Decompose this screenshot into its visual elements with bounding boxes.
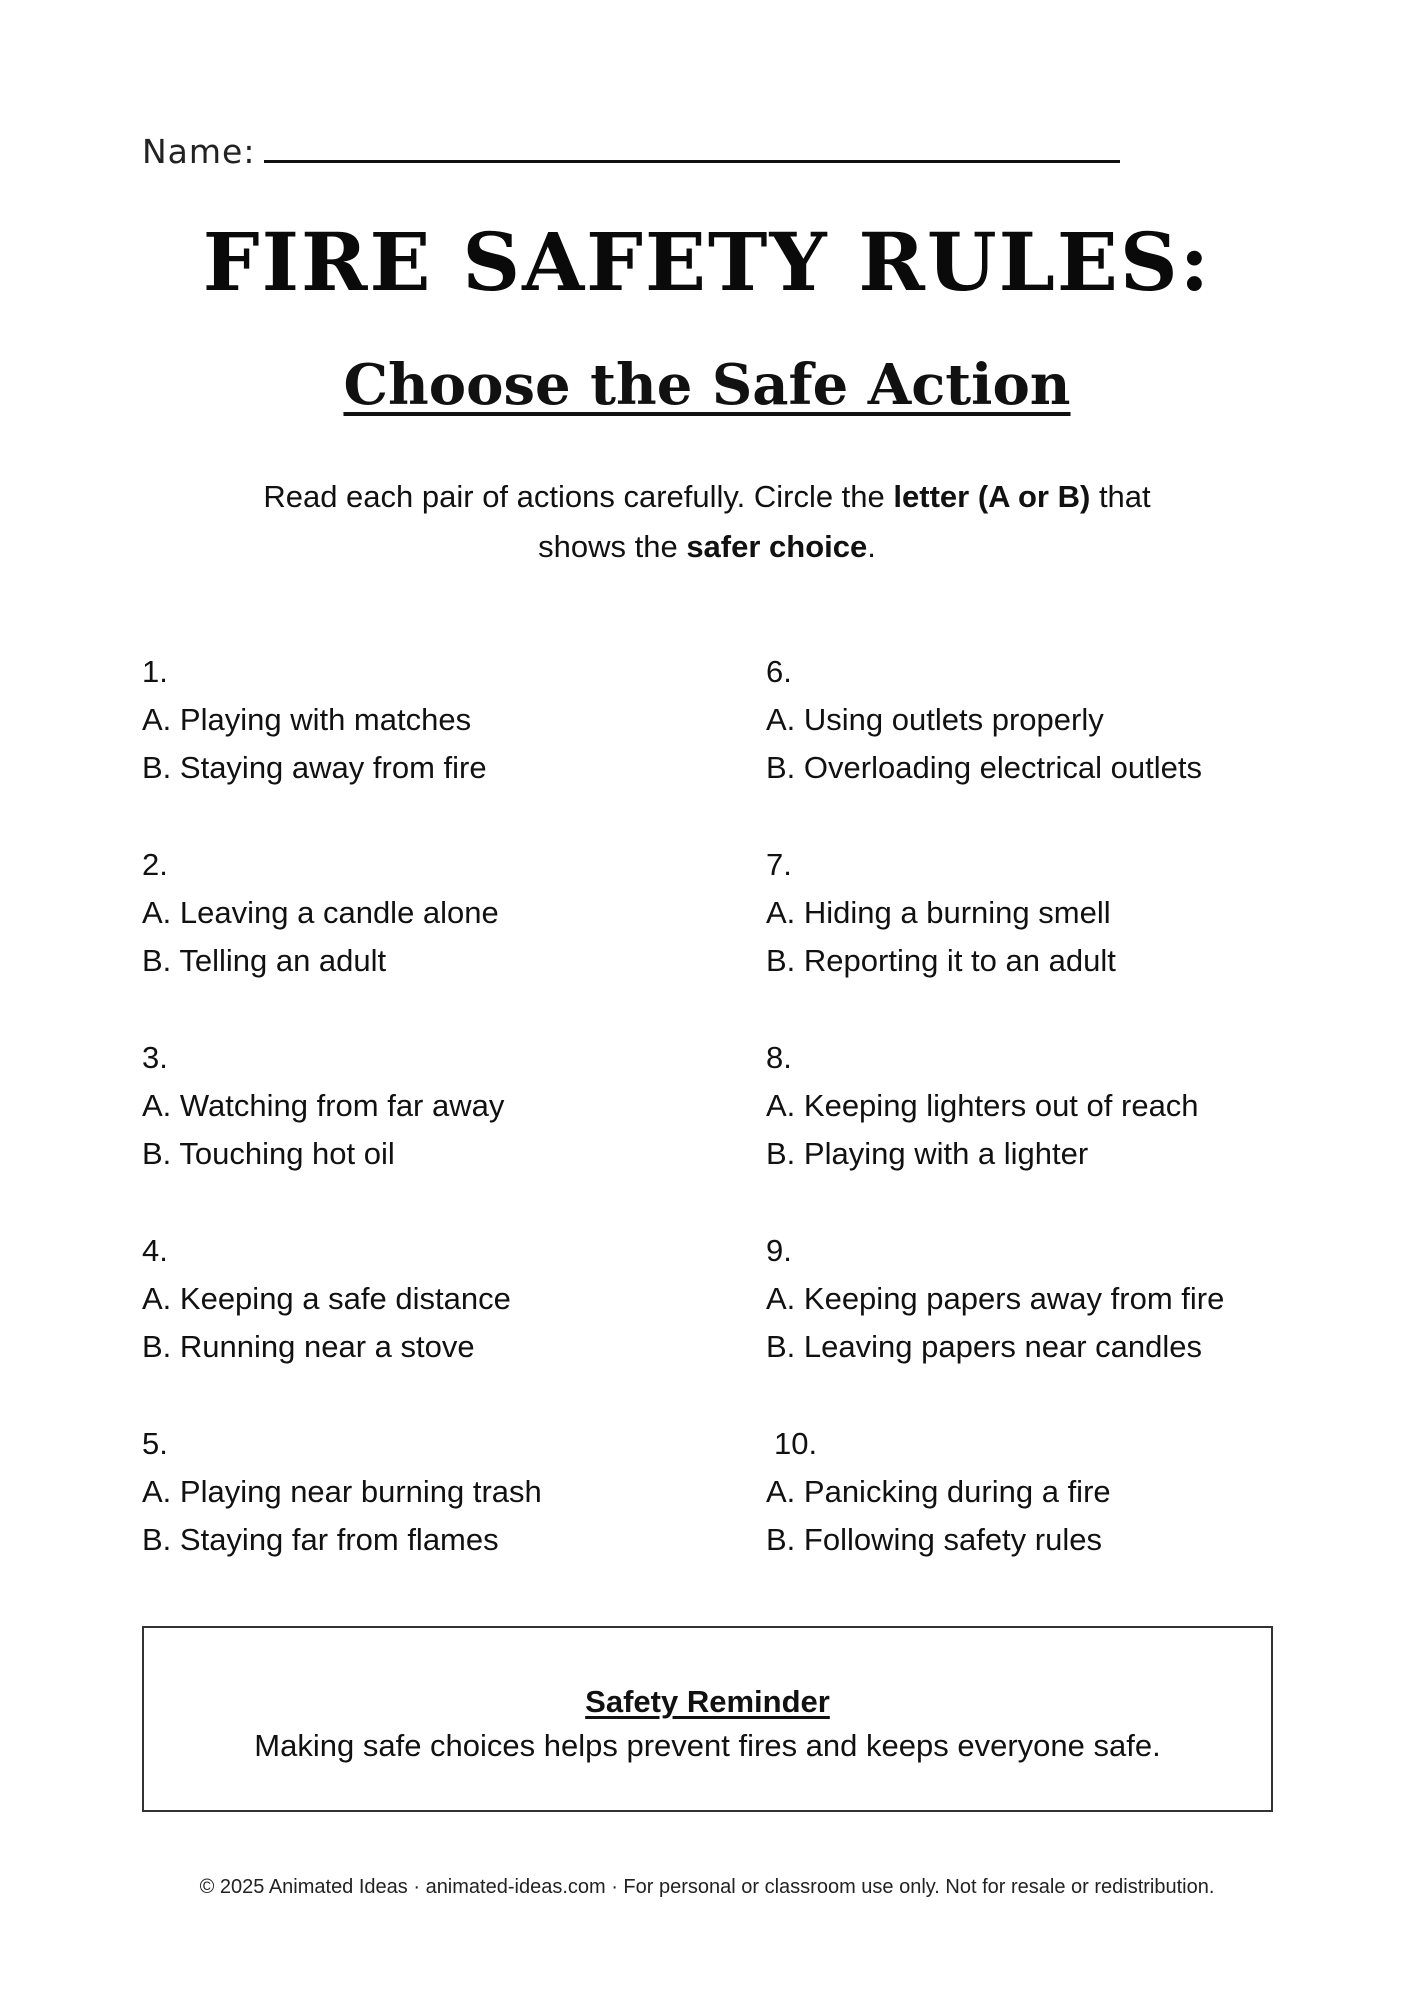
question-number: 8. bbox=[766, 1040, 792, 1075]
question-number: 3. bbox=[142, 1040, 168, 1075]
option-a[interactable]: A. Keeping papers away from fire bbox=[766, 1281, 1225, 1316]
question-8 bbox=[766, 1034, 1366, 1227]
option-a[interactable]: A. Watching from far away bbox=[142, 1088, 505, 1123]
question-6 bbox=[766, 648, 1366, 841]
questions-right-column bbox=[766, 648, 1366, 1613]
instructions-line-1 bbox=[0, 472, 1414, 522]
reminder-title: Safety Reminder bbox=[585, 1684, 830, 1719]
question-10 bbox=[766, 1420, 1366, 1613]
instructions-text-1: Read each pair of actions carefully. Circle the bbox=[263, 479, 894, 514]
page-title: FIRE SAFETY RULES: bbox=[202, 215, 1212, 309]
option-b[interactable]: B. Overloading electrical outlets bbox=[766, 750, 1202, 785]
question-2 bbox=[142, 841, 742, 1034]
name-label: Name: bbox=[142, 132, 256, 171]
question-4 bbox=[142, 1227, 742, 1420]
option-b[interactable]: B. Staying far from flames bbox=[142, 1522, 499, 1557]
question-5 bbox=[142, 1420, 742, 1613]
question-number: 4. bbox=[142, 1233, 168, 1268]
question-number: 1. bbox=[142, 654, 168, 689]
question-number: 6. bbox=[766, 654, 792, 689]
instructions-text-3: shows the bbox=[538, 529, 687, 564]
instructions-bold-2: safer choice bbox=[686, 529, 868, 564]
copyright-footer: © 2025 Animated Ideas · animated-ideas.com · For personal or classroom use only. Not for resale or redistribution. bbox=[199, 1876, 1215, 1898]
option-b[interactable]: B. Touching hot oil bbox=[142, 1136, 395, 1171]
option-b[interactable]: B. Running near a stove bbox=[142, 1329, 475, 1364]
questions-left-column bbox=[142, 648, 742, 1613]
instructions bbox=[0, 472, 1414, 572]
instructions-bold-1: letter (A or B) bbox=[893, 479, 1091, 514]
question-7 bbox=[766, 841, 1366, 1034]
option-b[interactable]: B. Telling an adult bbox=[142, 943, 387, 978]
question-1 bbox=[142, 648, 742, 841]
option-b[interactable]: B. Reporting it to an adult bbox=[766, 943, 1116, 978]
option-b[interactable]: B. Leaving papers near candles bbox=[766, 1329, 1203, 1364]
option-a[interactable]: A. Playing near burning trash bbox=[142, 1474, 542, 1509]
question-9 bbox=[766, 1227, 1366, 1420]
instructions-line-2 bbox=[0, 522, 1414, 572]
question-number: 5. bbox=[142, 1426, 168, 1461]
question-3 bbox=[142, 1034, 742, 1227]
option-a[interactable]: A. Leaving a candle alone bbox=[142, 895, 499, 930]
option-b[interactable]: B. Staying away from fire bbox=[142, 750, 487, 785]
option-a[interactable]: A. Using outlets properly bbox=[766, 702, 1104, 737]
instructions-text-2: that bbox=[1090, 479, 1151, 514]
question-number: 2. bbox=[142, 847, 168, 882]
option-b[interactable]: B. Playing with a lighter bbox=[766, 1136, 1089, 1171]
safety-reminder-box bbox=[142, 1626, 1273, 1812]
question-number: 9. bbox=[766, 1233, 792, 1268]
name-write-line[interactable] bbox=[264, 160, 1120, 163]
reminder-text: Making safe choices helps prevent fires and keeps everyone safe. bbox=[254, 1728, 1161, 1763]
subtitle-text: Choose the Safe Action bbox=[343, 352, 1071, 418]
question-number: 10. bbox=[774, 1426, 818, 1461]
option-a[interactable]: A. Panicking during a fire bbox=[766, 1474, 1111, 1509]
option-a[interactable]: A. Keeping a safe distance bbox=[142, 1281, 511, 1316]
name-field[interactable] bbox=[142, 118, 1122, 171]
option-b[interactable]: B. Following safety rules bbox=[766, 1522, 1102, 1557]
instructions-text-4: . bbox=[867, 529, 876, 564]
option-a[interactable]: A. Hiding a burning smell bbox=[766, 895, 1111, 930]
page-subtitle bbox=[0, 352, 1414, 418]
option-a[interactable]: A. Playing with matches bbox=[142, 702, 472, 737]
question-number: 7. bbox=[766, 847, 792, 882]
option-a[interactable]: A. Keeping lighters out of reach bbox=[766, 1088, 1199, 1123]
